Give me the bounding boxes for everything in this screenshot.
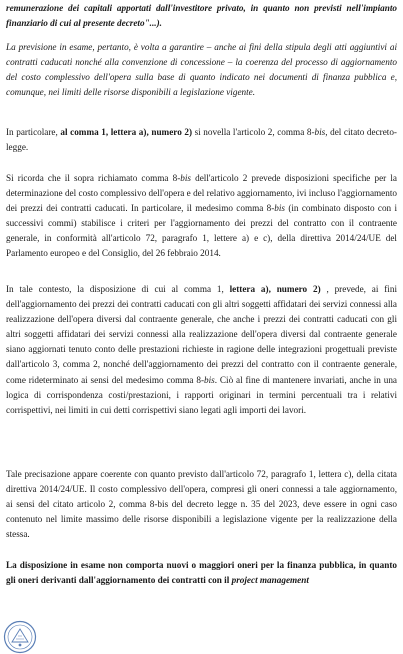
text-segment: , del citato decreto-legge. <box>6 127 397 153</box>
text-segment: In particolare, <box>6 127 61 137</box>
text-italic: bis <box>180 173 191 183</box>
paragraph-financial-neutrality <box>6 558 397 588</box>
text-italic: project management <box>231 575 309 586</box>
text-segment: . Ciò al fine di mantenere invariati, anche in una logica di corrispondenza costi/prestazioni, i rapporti originari in termini percentuali tra i relativi corrispettivi, nei limiti in cui detti corrispettivi siano legati agli importi dei lavori. <box>6 374 398 415</box>
senate-seal-icon <box>3 620 37 654</box>
text-segment: Si ricorda che il sopra richiamato comma 8- <box>6 173 181 183</box>
text-bold: lettera a), numero 2) <box>229 284 321 294</box>
text-segment: si novella l'articolo 2, comma 8- <box>192 127 315 137</box>
text-segment: La disposizione in esame non comporta nuovi o maggiori oneri per la finanza pubblica, in quanto gli oneri derivanti dall'aggiornamento dei contratti con il <box>6 560 397 586</box>
text-segment: dell'articolo 2 prevede disposizioni specifiche per la determinazione del costo complessivo dell'opera e del relativo aggiornamento, ivi incluso l'aggiornamento dei prezzi dei contratti caducati. In particolare, il medesimo comma 8- <box>6 173 397 214</box>
paragraph-context <box>6 282 397 418</box>
text-italic: bis <box>314 127 326 137</box>
paragraph-comma-1 <box>6 125 397 155</box>
text-italic: bis <box>274 203 286 214</box>
paragraph-intro-quote: remunerazione dei capitali apportati dall'investitore privato, in quanto non previsti nell'impianto finanziario di cui al presente decreto"...). <box>6 3 397 29</box>
text-segment: (in combinato disposto con i successivi commi) stabilisce i criteri per l'aggiornamento dei prezzi del contratto con il contraente generale, in conformità all'articolo 72, paragrafo 1, lettere a) e c), della direttiva 2014/24/UE del Parlamento europeo e del Consiglio, del 26 febbraio 2014. <box>6 203 397 259</box>
paragraph-comma-8bis-description <box>6 171 397 262</box>
text-bold: al comma 1, lettera a), numero 2) <box>60 127 193 137</box>
text-segment: In tale contesto, la disposizione di cui al comma 1, <box>6 284 230 294</box>
paragraph-provision-purpose: La previsione in esame, pertanto, è volta a garantire – anche ai fini della stipula degli atti aggiuntivi ai contratti caducati nonché alla convenzione di concessione – la coerenza del processo di aggiornamento del costo complessivo dell'opera sulla base di quanto indicato nei documenti di finanza pubblica e, comunque, nei limiti delle risorse disponibili a legislazione vigente. <box>6 42 397 98</box>
text-italic: bis <box>204 374 215 385</box>
paragraph-directive-coherence: Tale precisazione appare coerente con quanto previsto dall'articolo 72, paragrafo 1, lettera c), della citata direttiva 2014/24/UE. Il costo complessivo dell'opera, compresi gli oneri connessi a tale aggiornamento, ai sensi del citato articolo 2, comma 8-bis del decreto legge n. 35 del 2023, deve essere in ogni caso contenuto nel limite massimo delle risorse disponibili a legislazione vigente per la realizzazione della stessa. <box>6 469 397 540</box>
text-segment: , prevede, ai fini dell'aggiornamento dei prezzi dei contratti caducati con gli altri soggetti affidatari dei servizi connessi alla realizzazione dell'opera diversi dal contraente generale, che anche i prezzi dei contratti caducati con gli altri soggetti affidatari dei servizi connessi alla realizzazione dell'opera diversi dal contraente generale siano aggiornati tenuto conto delle prestazioni richieste in ragione delle integrazioni progettuali previste dall'articolo 3, comma 2, nonché dell'aggiornamento dei prezzi del contratto con il contraente generale, come rideterminato ai sensi del medesimo comma 8- <box>6 284 398 385</box>
